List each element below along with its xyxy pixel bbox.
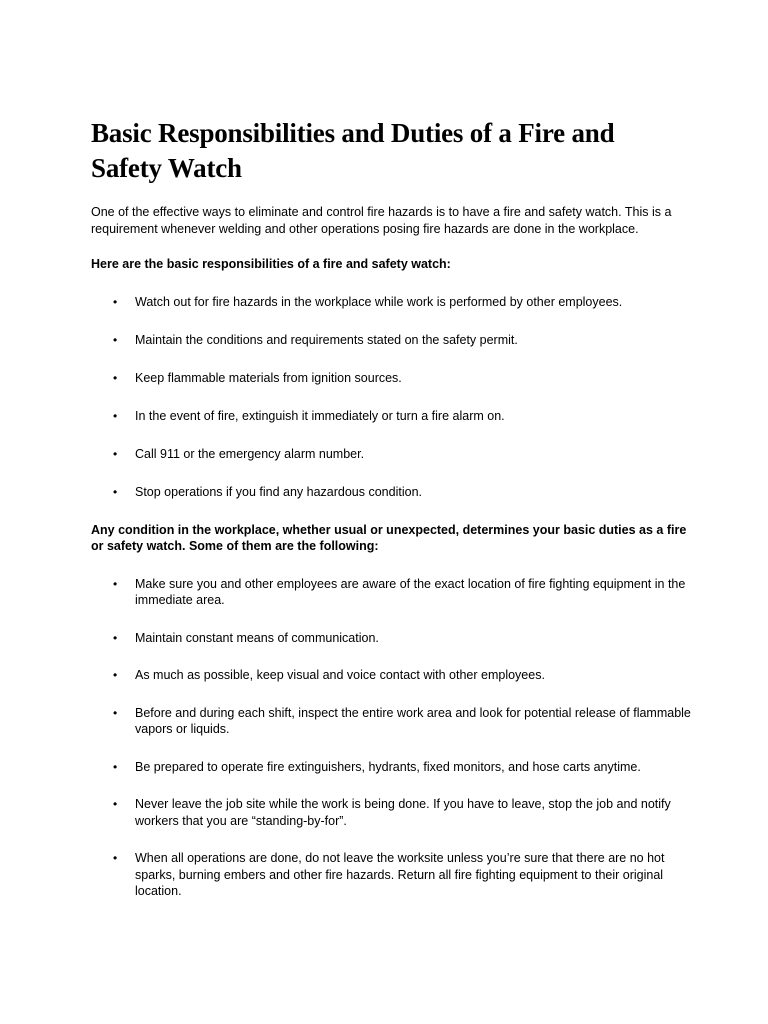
document-content	[91, 116, 691, 921]
list-item-text: As much as possible, keep visual and voice contact with other employees.	[135, 668, 545, 682]
duties-list	[91, 576, 691, 900]
list-item	[91, 759, 691, 776]
list-item	[91, 484, 691, 501]
list-item-text: Stop operations if you find any hazardous condition.	[135, 484, 422, 499]
bullet-icon: •	[113, 576, 118, 591]
bullet-icon: •	[113, 408, 118, 423]
list-item	[91, 667, 691, 684]
list-item-text: Maintain the conditions and requirements stated on the safety permit.	[135, 332, 518, 347]
duties-heading: Any condition in the workplace, whether usual or unexpected, determines your basic duties as a fire or safety watch. Some of them are the following:	[91, 522, 687, 553]
bullet-icon: •	[113, 332, 118, 347]
bullet-icon: •	[113, 797, 118, 811]
list-item	[91, 576, 691, 609]
list-item-text: Watch out for fire hazards in the workplace while work is performed by other employees.	[135, 294, 623, 309]
bullet-icon: •	[113, 630, 118, 645]
list-item	[91, 446, 691, 463]
responsibilities-heading: Here are the basic responsibilities of a fire and safety watch:	[91, 257, 451, 271]
responsibilities-list	[91, 294, 691, 501]
bullet-icon: •	[113, 370, 118, 385]
bullet-icon: •	[113, 446, 118, 461]
list-item	[91, 850, 691, 900]
bullet-icon: •	[113, 294, 118, 309]
list-item-text: Keep flammable materials from ignition sources.	[135, 370, 402, 385]
list-item-text: Call 911 or the emergency alarm number.	[135, 446, 365, 461]
bullet-icon: •	[113, 851, 118, 865]
list-item	[91, 796, 691, 829]
document-title: Basic Responsibilities and Duties of a Fire and Safety Watch	[91, 118, 615, 183]
bullet-icon: •	[113, 484, 118, 499]
list-item-text: In the event of fire, extinguish it immediately or turn a fire alarm on.	[135, 408, 505, 423]
bullet-icon: •	[113, 668, 118, 682]
list-item-text: Before and during each shift, inspect the entire work area and look for potential release of flammable vapors or liquids.	[135, 705, 691, 736]
list-item-text: When all operations are done, do not leave the worksite unless you’re sure that there are no hot sparks, burning embers and other fire hazards. Return all fire fighting equipment to their original location.	[135, 851, 665, 898]
list-item	[91, 630, 691, 647]
list-item-text: Be prepared to operate fire extinguishers, hydrants, fixed monitors, and hose carts anytime.	[135, 759, 641, 774]
bullet-icon: •	[113, 759, 118, 774]
list-item	[91, 705, 691, 738]
list-item-text: Make sure you and other employees are aware of the exact location of fire fighting equipment in the immediate area.	[135, 576, 686, 607]
list-item	[91, 370, 691, 387]
list-item-text: Maintain constant means of communication.	[135, 630, 379, 645]
bullet-icon: •	[113, 705, 118, 720]
list-item	[91, 408, 691, 425]
list-item-text: Never leave the job site while the work is being done. If you have to leave, stop the job and notify workers that you are “standing-by-for”.	[135, 797, 671, 828]
list-item	[91, 332, 691, 349]
intro-paragraph: One of the effective ways to eliminate and control fire hazards is to have a fire and safety watch. This is a requirement whenever welding and other operations posing fire hazards are done in the workplace.	[91, 205, 672, 236]
list-item	[91, 294, 691, 311]
